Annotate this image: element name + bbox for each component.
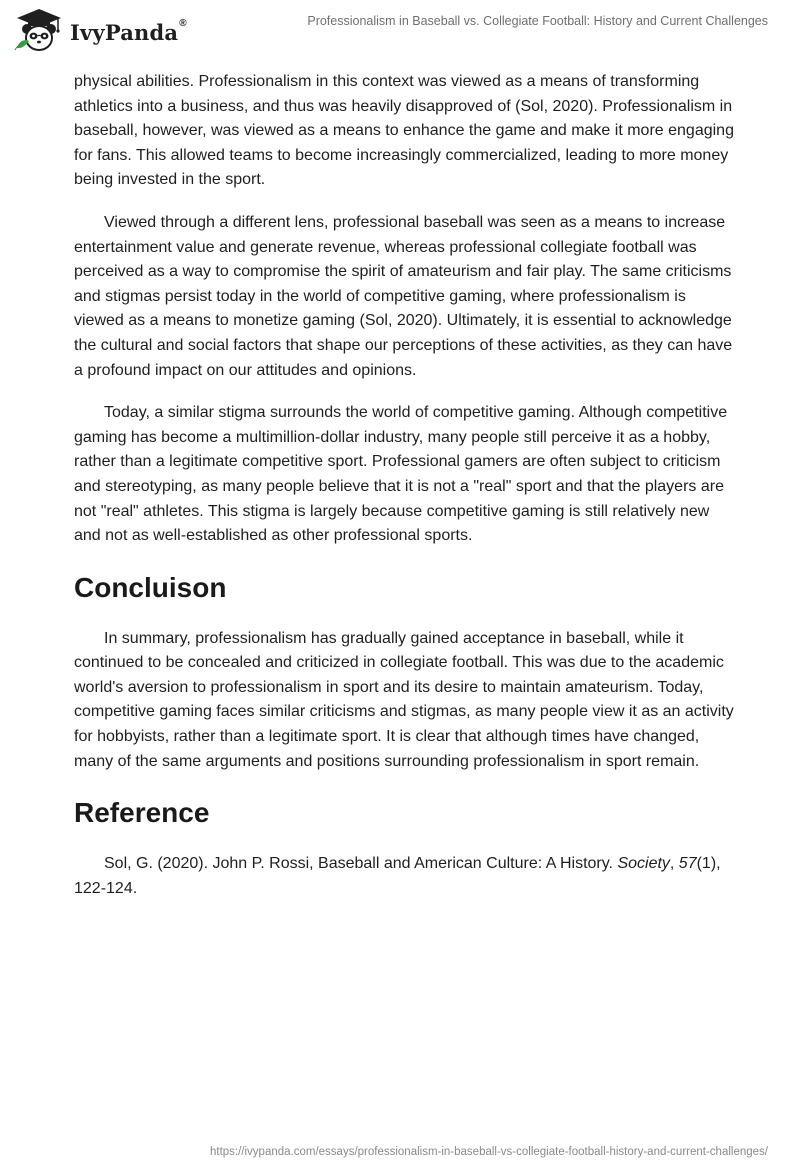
reference-separator: , [669,855,679,873]
reference-pages: (1), 122-124. [74,855,721,897]
page-header [0,0,800,64]
logo-text: IvyPanda® [70,17,187,45]
essay-content [74,70,734,901]
reference-text: Sol, G. (2020). John P. Rossi, Baseball and American Culture: A History. [104,855,618,873]
reference-journal: Society [617,855,670,873]
reference-entry [74,852,734,901]
source-url[interactable]: https://ivypanda.com/essays/professionalism-in-baseball-vs-collegiate-football-history-and-current-challenges/ [209,1146,768,1158]
conclusion-heading: Concluison [74,571,227,603]
panda-graduation-cap-icon [14,8,64,54]
body-paragraph-1: physical abilities. Professionalism in this context was viewed as a means of transforming athletics into a business, and thus was heavily disapproved of (Sol, 2020). Professionalism in baseball, however, was viewed as a means to enhance the game and make it more engaging for fans. This allowed teams to become increasingly commercialized, leading to more money being invested in the sport. [74,73,734,189]
body-paragraph-2: Viewed through a different lens, professional baseball was seen as a means to increase entertainment value and generate revenue, whereas professional collegiate football was perceived as a way to compromise the spirit of amateurism and fair play. The same criticisms and stigmas persist today in the world of competitive gaming, where professionalism is viewed as a means to monetize gaming (Sol, 2020). Ultimately, it is essential to acknowledge the cultural and social factors that shape our perceptions of these activities, as they can have a profound impact on our attitudes and opinions. [74,213,733,379]
reference-heading: Reference [74,797,210,829]
body-paragraph-3: Today, a similar stigma surrounds the world of competitive gaming. Although competitive gaming has become a multimillion-dollar industry, many people still perceive it as a hobby, rather than a legitimate competitive sport. Professional gamers are often subject to criticism and stereotyping, as many people believe that it is not a "real" sport and that the players are not "real" athletes. This stigma is largely because competitive gaming is still relatively new and not as well-established as other professional sports. [74,404,728,545]
ivypanda-logo[interactable] [14,8,187,54]
conclusion-paragraph: In summary, professionalism has gradually gained acceptance in baseball, while it continued to be concealed and criticized in collegiate football. This was due to the academic world's aversion to professionalism in sport and its desire to maintain amateurism. Today, competitive gaming faces similar criticisms and stigmas, as many people view it as an activity for hobbyists, rather than a legitimate sport. It is clear that although times have changed, many of the same arguments and positions surrounding professionalism in sport remain. [74,629,734,770]
reference-volume: 57 [678,855,697,873]
running-title: Professionalism in Baseball vs. Collegiate Football: History and Current Challenges [307,14,768,28]
